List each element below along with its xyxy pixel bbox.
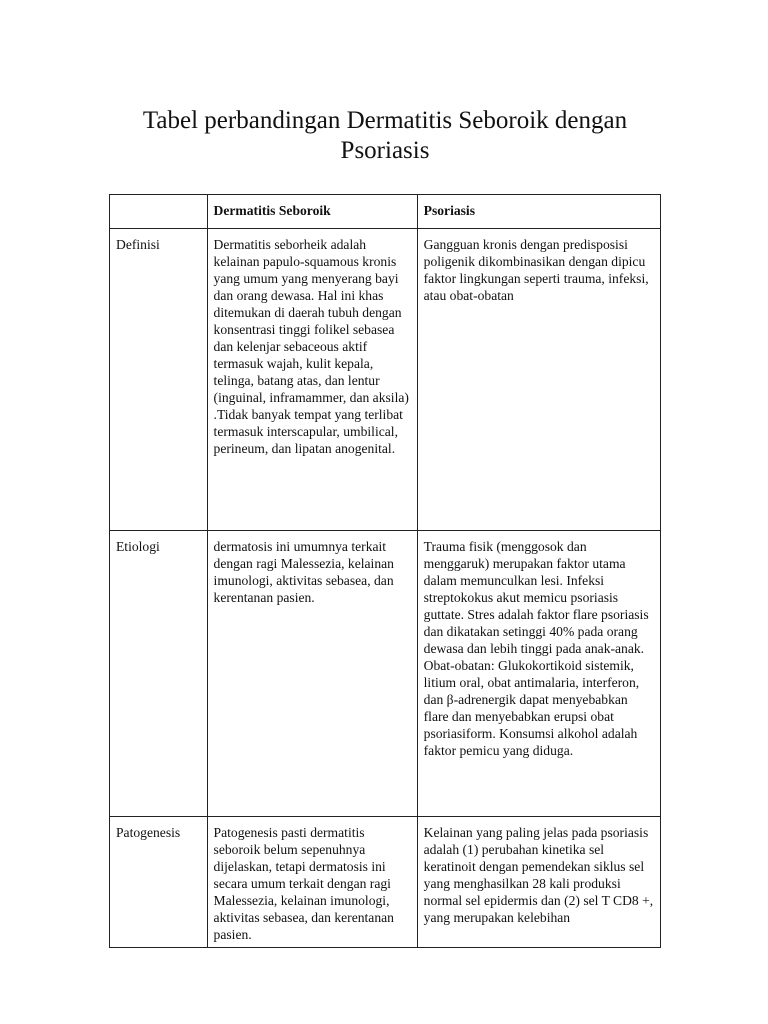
header-cell-dermatitis: Dermatitis Seboroik xyxy=(207,195,417,229)
cell-etiologi-dermatitis: dermatosis ini umumnya terkait dengan ragi Malessezia, kelainan imunologi, aktivitas sebasea, dan kerentanan pasien. xyxy=(207,531,417,817)
comparison-table xyxy=(109,194,661,948)
table-header-row xyxy=(110,195,661,229)
table-row-definisi xyxy=(110,229,661,531)
row-label-definisi: Definisi xyxy=(110,229,208,531)
row-label-patogenesis: Patogenesis xyxy=(110,817,208,948)
row-label-etiologi: Etiologi xyxy=(110,531,208,817)
cell-definisi-dermatitis: Dermatitis seborheik adalah kelainan papulo-squamous kronis yang umum yang menyerang bayi dan orang dewasa. Hal ini khas ditemukan di daerah tubuh dengan konsentrasi tinggi folikel sebasea dan kelenjar sebaceous aktif termasuk wajah, kulit kepala, telinga, batang atas, dan lentur (inguinal, inframammer, dan aksila) .Tidak banyak tempat yang terlibat termasuk interscapular, umbilical, perineum, dan lipatan anogenital. xyxy=(207,229,417,531)
cell-definisi-psoriasis: Gangguan kronis dengan predisposisi poligenik dikombinasikan dengan dipicu faktor lingkungan seperti trauma, infeksi, atau obat-obatan xyxy=(417,229,660,531)
table-row-patogenesis xyxy=(110,817,661,948)
header-cell-psoriasis: Psoriasis xyxy=(417,195,660,229)
table-row-etiologi xyxy=(110,531,661,817)
header-cell-blank xyxy=(110,195,208,229)
cell-patogenesis-psoriasis: Kelainan yang paling jelas pada psoriasis adalah (1) perubahan kinetika sel keratinoit dengan pemendekan siklus sel yang menghasilkan 28 kali produksi normal sel epidermis dan (2) sel T CD8 +, yang merupakan kelebihan xyxy=(417,817,660,948)
cell-etiologi-psoriasis: Trauma fisik (menggosok dan menggaruk) merupakan faktor utama dalam memunculkan lesi. Infeksi streptokokus akut memicu psoriasis guttate. Stres adalah faktor flare psoriasis dan dikatakan setinggi 40% pada orang dewasa dan lebih tinggi pada anak-anak. Obat-obatan: Glukokortikoid sistemik, litium oral, obat antimalaria, interferon, dan β-adrenergik dapat menyebabkan flare dan menyebabkan erupsi obat psoriasiform. Konsumsi alkohol adalah faktor pemicu yang diduga. xyxy=(417,531,660,817)
cell-patogenesis-dermatitis: Patogenesis pasti dermatitis seboroik belum sepenuhnya dijelaskan, tetapi dermatosis ini secara umum terkait dengan ragi Malessezia, kelainan imunologi, aktivitas sebasea, dan kerentanan pasien. xyxy=(207,817,417,948)
page-title: Tabel perbandingan Dermatitis Seboroik dengan Psoriasis xyxy=(142,107,628,164)
